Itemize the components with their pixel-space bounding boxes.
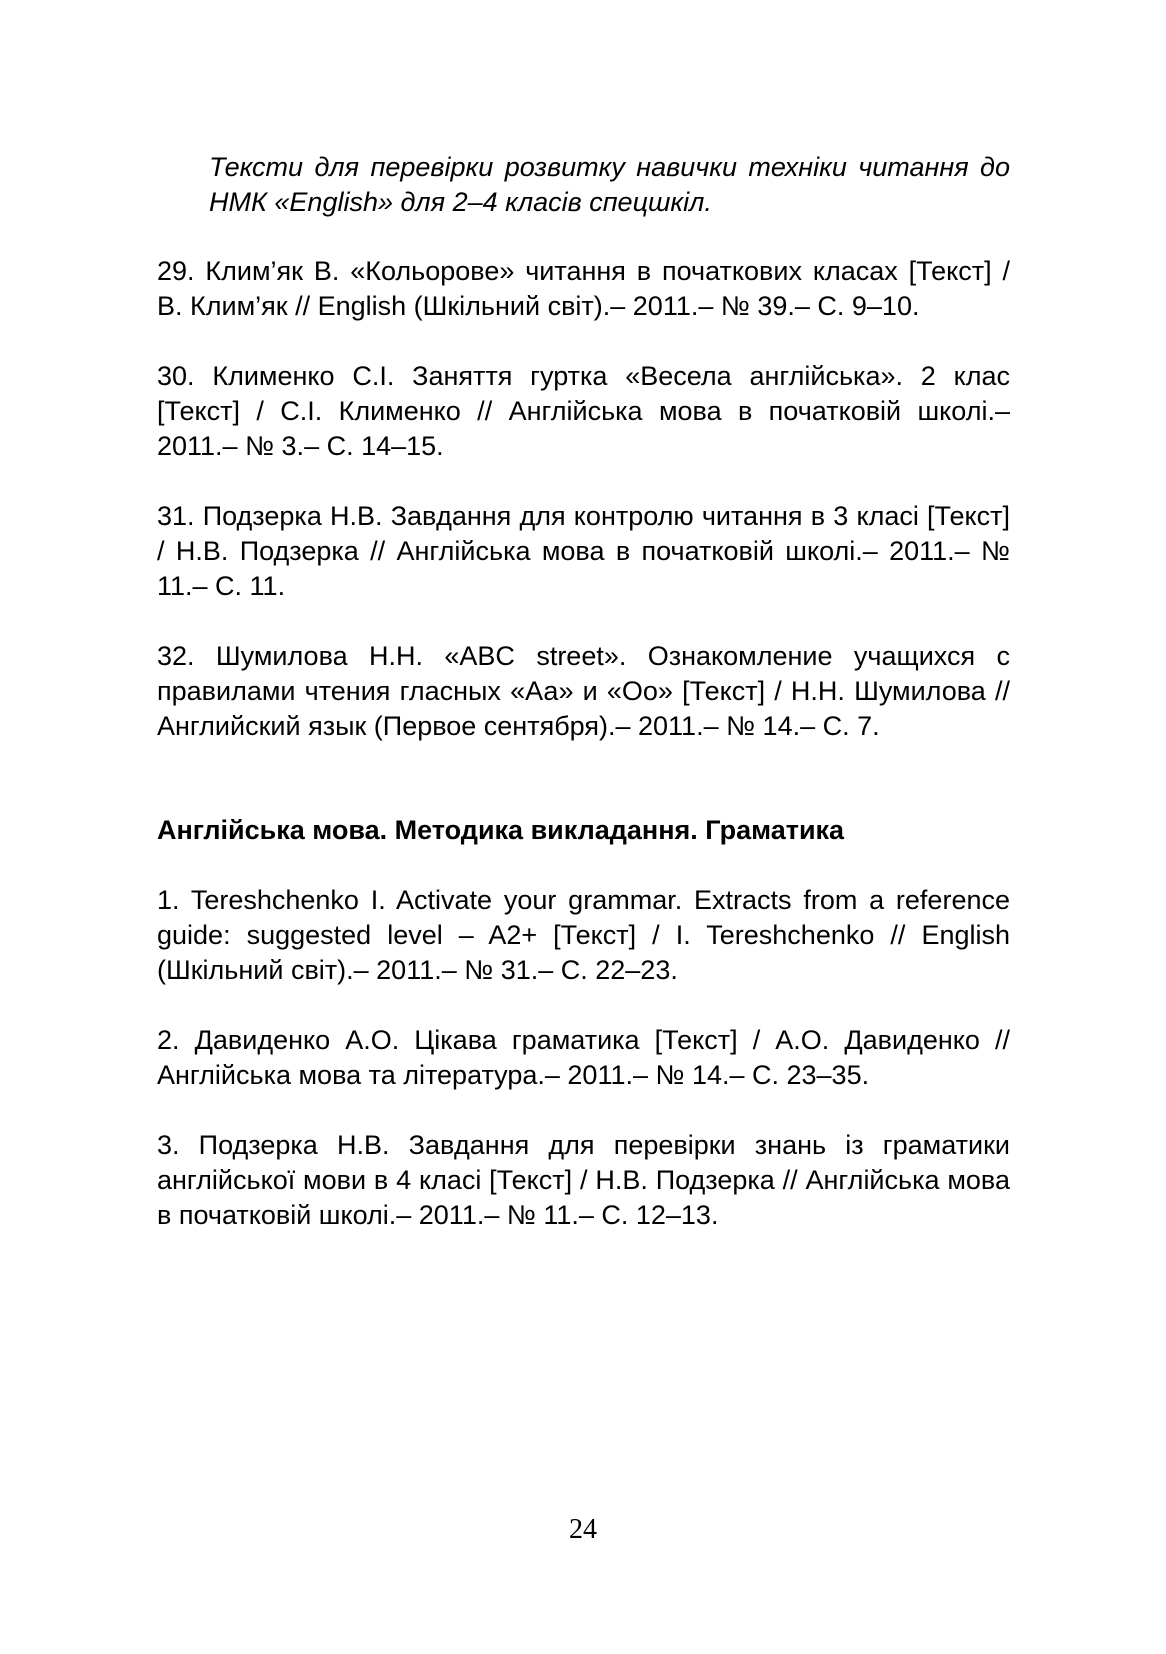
intro-text: Тексти для перевірки розвитку навички техніки читання до НМК «English» для 2–4 класів спецшкіл. — [209, 152, 1010, 217]
page-number: 24 — [569, 1514, 597, 1545]
page-content — [157, 150, 1010, 1268]
bibliography-entry-30: 30. Клименко С.І. Заняття гуртка «Весела англійська». 2 клас [Текст] / С.І. Клименко // Англійська мова в початковій школі.– 2011.– № 3.– С. 14–15. — [157, 361, 1010, 461]
bibliography-entry-32: 32. Шумилова Н.Н. «ABC street». Ознакомление учащихся с правилами чтения гласных «Аа» и «Оо» [Текст] / Н.Н. Шумилова // Английский язык (Первое сентября).– 2011.– № 14.– С. 7. — [157, 641, 1010, 741]
section-heading: Англійська мова. Методика викладання. Граматика — [157, 815, 845, 845]
grammar-entry-2: 2. Давиденко А.О. Цікава граматика [Текст] / А.О. Давиденко // Англійська мова та література.– 2011.– № 14.– С. 23–35. — [157, 1025, 1010, 1090]
bibliography-entry-29: 29. Клим’як В. «Кольорове» читання в початкових класах [Текст] / В. Клим’як // English (Шкільний світ).– 2011.– № 39.– С. 9–10. — [157, 256, 1010, 321]
grammar-entry-1: 1. Tereshchenko I. Activate your grammar. Extracts from a reference guide: suggested level – A2+ [Текст] / I. Tereshchenko // English (Шкільний світ).– 2011.– № 31.– С. 22–23. — [157, 885, 1010, 985]
grammar-entry-3: 3. Подзерка Н.В. Завдання для перевірки знань із граматики англійської мови в 4 класі [Текст] / Н.В. Подзерка // Англійська мова в початковій школі.– 2011.– № 11.– С. 12–13. — [157, 1130, 1010, 1230]
bibliography-entry-31: 31. Подзерка Н.В. Завдання для контролю читання в 3 класі [Текст] / Н.В. Подзерка // Англійська мова в початковій школі.– 2011.– № 11.– С. 11. — [157, 501, 1010, 601]
